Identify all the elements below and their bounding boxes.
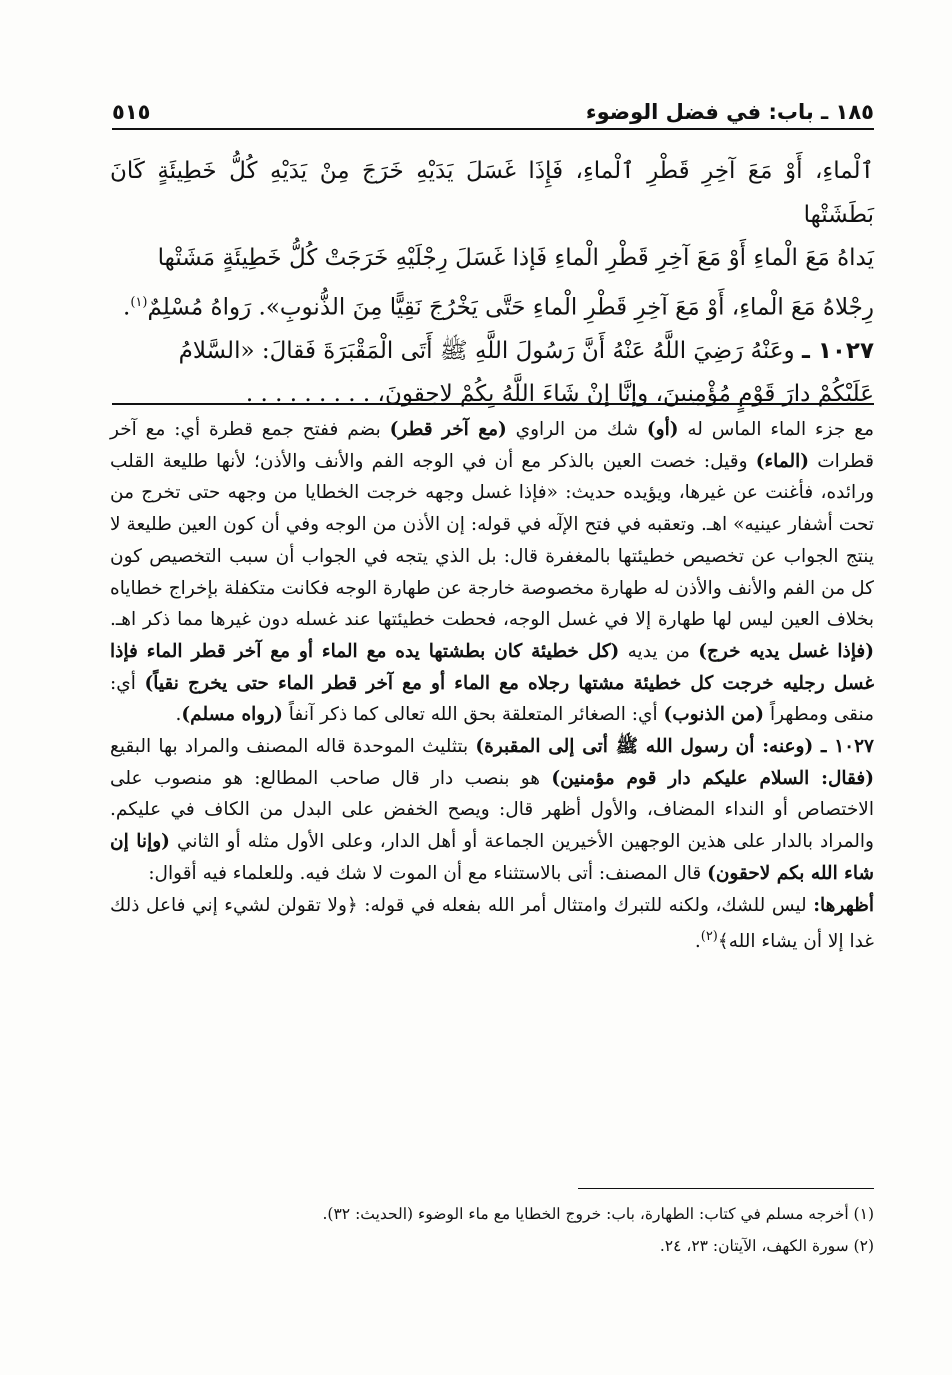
commentary-text-span: من يديه [627, 640, 690, 662]
commentary-paragraph-3 [110, 890, 874, 959]
footnotes [110, 1198, 874, 1262]
hadith-line-2: يَداهُ مَعَ الْماءِ أَوْ مَعَ آخِرِ قَطْرِ الْماءِ فَإذا غَسَلَ رِجْلَيْهِ خَرَجَتْ كُلُّ خَطِيئَةٍ مَشَتْها [157, 245, 874, 271]
quoted-phrase: (فقال: السلام عليكم دار قوم مؤمنين) [551, 767, 874, 789]
commentary-text-span: هو بنصب دار قال صاحب المطالع: هو منصوب على الاختصاص أو النداء المضاف، والأول أظهر قال: ويصح الخفض على البدل من الكاف في عليكم. والمراد بالدار على هذين الوجهين الأخيرين الجماعة أو أهل الدار، وعلى الأول مثله أو الثاني [110, 767, 874, 853]
quoted-phrase: (أو) [646, 419, 679, 440]
quoted-phrase: (الماء) [755, 450, 810, 472]
commentary-text [110, 414, 874, 958]
chapter-title: ١٨٥ ـ باب: في فضل الوضوء [585, 100, 874, 124]
hadith-line-3-text: رِجْلاهُ مَعَ الْماءِ، أَوْ مَعَ آخِرِ قَطْرِ الْماءِ حَتَّى يَخْرُجَ نَقِيًّا مِنَ الذُّنوبِ». رَواهُ مُسْلِمٌ [147, 294, 874, 321]
commentary-text-span: ليس للشك، ولكنه للتبرك وامتثال أمر الله بفعله في قوله: ﴿ولا تقولن لشيء إني فاعل ذلك غدا إلا أن يشاء الله﴾ [110, 894, 874, 953]
quoted-phrase: (رواه مسلم) [181, 704, 283, 726]
hadith-text [110, 150, 874, 417]
commentary-text-span: وقيل: خصت العين بالذكر مع أن في الوجه الفم والأنف والأذن؛ لأنها طليعة القلب ورائده، فأغنت عن غيرها، ويؤيده حديث: «فإذا غسل وجهه خرجت الخطايا من وجهه حتى تخرج من تحت أشفار عينيه» اهـ. وتعقبه في فتح الإلٓه في قوله: إن الأذن من الوجه وفي أن كون العين طليعة لا ينتج الجواب عن تخصيص خطيئتها بالمغفرة قال: بل الذي يتجه في الجواب أن سبب التخصيص كون كل من الفم والأنف والأذن له طهارة مخصوصة خارجة عن طهارة الوجه فكانت متكفلة بإخراج خطاياه بخلاف العين ليس لها طهارة إلا في غسل الوجه، فحطت خطيئتها عند غسله دون غيرها مما ذكر اهـ. [110, 450, 874, 631]
quoted-phrase: أظهرها: [813, 894, 875, 916]
quoted-phrase: (كل خطيئة كان بطشتها يده مع الماء أو مع آخر قطر الماء فإذا غسل رجليه خرجت كل خطيئة مشتها رجلاه مع الماء أو مع آخر قطر الماء حتى يخرج نقياً) [110, 640, 875, 694]
quoted-phrase: (من الذنوب) [663, 704, 765, 726]
page-number: ٥١٥ [112, 100, 151, 124]
commentary-text-span: شك من الراوي [515, 419, 639, 440]
commentary-text-span: مع جزء الماء الماس له [687, 419, 874, 440]
quoted-phrase: (فإذا غسل يديه خرج) [698, 640, 874, 662]
commentary-text-span: بضم ففتح جمع قطرة أي: مع آخر قطرات [110, 419, 874, 472]
quoted-phrase: (وإنا إن شاء الله بكم لاحقون) [110, 831, 874, 884]
hadith-line-1: ٱلْماءِ، أَوْ مَعَ آخِرِ قَطْرِ ٱلْماءِ، فَإِذَا غَسَلَ يَدَيْهِ خَرَجَ مِنْ يَدَيْهِ كُلُّ خَطِيئَةٍ كَانَ بَطَشَتْها [110, 158, 874, 228]
commentary-text-span: بتثليث الموحدة قاله المصنف والمراد بها البقيع [110, 736, 469, 758]
hadith-1027-text: وعَنْهُ رَضِيَ اللَّهُ عَنْهُ أَنَّ رَسُولَ اللَّهِ ﷺ أَتَى الْمَقْبَرَةَ فَقالَ: «السَّلامُ [178, 337, 795, 364]
footnote-rule [578, 1188, 874, 1189]
hadith-1027-line-2: عَلَيْكُمْ دارَ قَوْمٍ مُؤْمِنِينَ، وإنَّا إنْ شَاءَ اللَّهُ بِكُمْ لاحِقونَ، . . . . . . . . . [245, 381, 874, 408]
commentary-paragraph-1 [110, 414, 874, 731]
hadith-number: ١٠٢٧ ـ [801, 337, 874, 364]
punctuation: . [175, 704, 182, 726]
commentary-text-span: قال المصنف: أتى بالاستثناء مع أن الموت لا شك فيه. وللعلماء فيه أقوال: [148, 862, 702, 884]
hadith-1027-line-1 [110, 330, 874, 374]
separator-rule [112, 403, 874, 405]
footnote-1: (١) أخرجه مسلم في كتاب: الطهارة، باب: خروج الخطايا مع ماء الوضوء (الحديث: ٣٢). [322, 1205, 874, 1223]
footnote-ref-2: (٢) [700, 929, 718, 945]
commentary-text-span: أي: منقى ومطهراً [110, 672, 874, 726]
page-header [112, 86, 874, 130]
hadith-line-3: رِجْلاهُ مَعَ الْماءِ، أَوْ مَعَ آخِرِ قَطْرِ الْماءِ حَتَّى يَخْرُجَ نَقِيًّا مِنَ الذُّنوبِ». رَواهُ مُسْلِمٌ$^{(١)}$. [123, 294, 874, 321]
commentary-paragraph-2 [110, 731, 874, 890]
quoted-phrase: ١٠٢٧ ـ (وعنه: أن رسول الله ﷺ أتى إلى المقبرة) [475, 736, 874, 758]
footnote-2: (٢) سورة الكهف، الآيتان: ٢٣، ٢٤. [659, 1237, 874, 1255]
punctuation: . [694, 931, 701, 953]
commentary-text-span: أي: الصغائر المتعلقة بحق الله تعالى كما ذكر آنفاً [288, 704, 658, 726]
footnote-ref-1: (١) [130, 294, 148, 310]
quoted-phrase: (مع آخر قطر) [389, 419, 507, 440]
